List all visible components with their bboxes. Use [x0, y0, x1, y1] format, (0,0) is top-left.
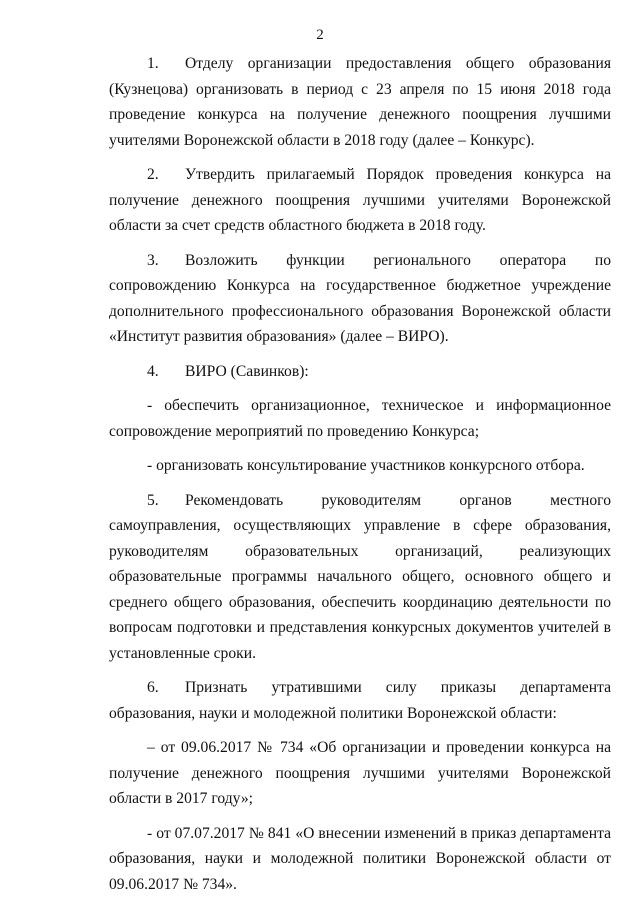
- paragraph-text: Рекомендовать руководителям органов местного самоуправления, осуществляющих управление в сфере образования, руководителям образовательных организаций, реализующих образовательные программы начального общего, основного общего и среднего общего образования, обеспечить координацию деятельности по вопросам подготовки и представления конкурсных документов учителей в установленные сроки.: [109, 491, 611, 662]
- paragraph-number: 1.: [147, 55, 159, 72]
- paragraph-text: ВИРО (Савинков):: [185, 362, 309, 380]
- paragraph-text: - обеспечить организационное, техническое и информационное сопровождение мероприятий по проведению Конкурса;: [109, 397, 611, 440]
- paragraph-6: [109, 675, 611, 726]
- paragraph-number: 5.: [147, 491, 159, 509]
- paragraph-6-item-2: [109, 821, 611, 898]
- paragraph-text: - организовать консультирование участников конкурсного отбора.: [147, 457, 585, 474]
- paragraph-2: [109, 162, 611, 239]
- paragraph-number: 3.: [147, 251, 159, 269]
- document-body: [109, 51, 611, 906]
- paragraph-number: 6.: [147, 679, 159, 696]
- paragraph-text: Признать утратившими силу приказы департамента образования, науки и молодежной политики Воронежской области:: [109, 679, 611, 722]
- paragraph-6-item-1: [109, 735, 611, 812]
- paragraph-text: Отделу организации предоставления общего образования (Кузнецова) организовать в период с 23 апреля по 15 июня 2018 года проведение конкурса на получение денежного поощрения лучшими учителями Воронежской области в 2018 году (далее – Конкурс).: [109, 55, 611, 149]
- paragraph-4: [109, 359, 611, 385]
- paragraph-4-item-2: [109, 453, 611, 479]
- paragraph-5: [109, 488, 611, 667]
- paragraph-4-item-1: [109, 393, 611, 444]
- paragraph-text: Возложить функции регионального оператора по сопровождению Конкурса на государственное бюджетное учреждение дополнительного профессионального образования Воронежской области «Институт развития образования» (далее – ВИРО).: [109, 251, 611, 345]
- paragraph-text: - от 07.07.2017 № 841 «О внесении изменений в приказ департамента образования, науки и молодежной политики Воронежской области от 09.06.2017 № 734».: [109, 824, 611, 893]
- paragraph-3: [109, 248, 611, 350]
- paragraph-1: [109, 51, 611, 153]
- page-number: 2: [316, 27, 324, 43]
- paragraph-text: – от 09.06.2017 № 734 «Об организации и проведении конкурса на получение денежного поощрения лучшими учителями Воронежской области в 2017 году»;: [109, 739, 611, 807]
- paragraph-text: Утвердить прилагаемый Порядок проведения конкурса на получение денежного поощрения лучшими учителями Воронежской области за счет средств областного бюджета в 2018 году.: [109, 166, 611, 234]
- paragraph-number: 4.: [147, 362, 159, 380]
- paragraph-number: 2.: [147, 166, 159, 183]
